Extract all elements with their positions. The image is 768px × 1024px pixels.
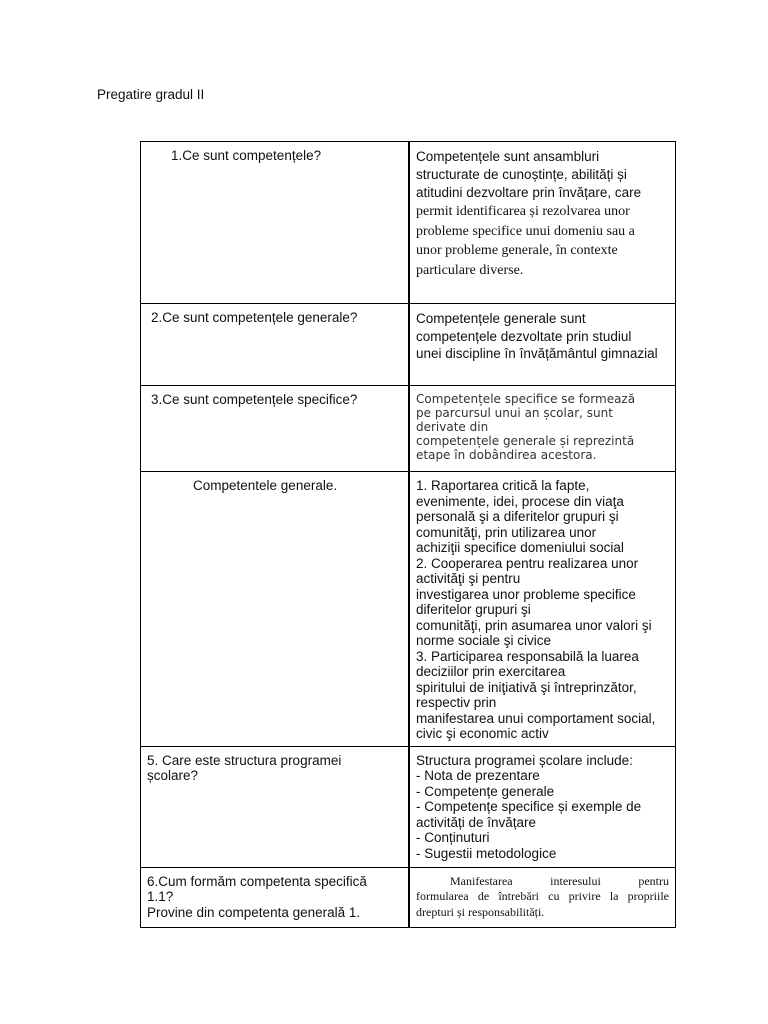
question-text: 1.Ce sunt competențele? xyxy=(171,148,322,163)
table-row xyxy=(141,304,676,386)
answer-cell xyxy=(409,304,676,386)
answer-text: Competențele sunt ansambluri structurate de cunoștințe, abilități și atitudini dezvoltare prin învățare, care xyxy=(416,149,642,200)
table-row xyxy=(141,142,676,304)
question-cell xyxy=(141,304,410,386)
question-cell xyxy=(141,472,410,747)
question-cell xyxy=(141,746,410,867)
answer-cell xyxy=(409,867,676,927)
table-row xyxy=(141,472,676,747)
answer-cell xyxy=(409,142,676,304)
answer-text: Competențele specifice se formează pe parcursul unui an școlar, sunt derivate din competențele generale și reprezintă etape în dobândirea acestora. xyxy=(416,392,636,462)
question-text: Competentele generale. xyxy=(193,478,338,493)
answer-text-serif: permit identificarea și rezolvarea unor probleme specifice unui domeniu sau a unor probleme generale, în contexte particulare diverse. xyxy=(416,204,635,278)
question-text: 3.Ce sunt competențele specifice? xyxy=(151,392,358,407)
table-row xyxy=(141,386,676,472)
question-text: 6.Cum formăm competenta specifică 1.1? Provine din competenta generală 1. xyxy=(147,873,367,920)
answer-cell xyxy=(409,386,676,472)
question-text: 2.Ce sunt competențele generale? xyxy=(151,310,358,325)
document-title: Pregatire gradul II xyxy=(97,87,205,102)
question-cell xyxy=(141,867,410,927)
table-row xyxy=(141,746,676,867)
answer-text: Manifestarea interesului pentru formularea de întrebări cu privire la propriile drepturi și responsabilități. xyxy=(416,873,669,919)
question-cell xyxy=(141,142,410,304)
answer-cell xyxy=(409,746,676,867)
qa-table xyxy=(140,141,676,928)
question-text: 5. Care este structura programei școlare? xyxy=(147,752,342,783)
answer-text: 1. Raportarea critică la fapte, evenimente, idei, procese din viaţa personală şi a diferitelor grupuri şi comunităţi, prin utilizarea unor achiziţii specifice domeniului social 2. Cooperarea pentru realizarea unor activităţi şi pentru investigarea unor probleme specifice diferitelor grupuri şi comunităţi, prin asumarea unor valori şi norme sociale şi civice 3. Participarea responsabilă la luarea deciziilor prin exercitarea spiritului de iniţiativă şi întreprinzător, respectiv prin manifestarea unui comportament social, civic şi economic activ xyxy=(416,478,656,741)
answer-text: Competențele generale sunt competențele dezvoltate prin studiul unei discipline în învățământul gimnazial xyxy=(416,311,658,361)
answer-text: Structura programei școlare include: - Nota de prezentare - Competențe generale - Competențe specifice și exemple de activități de învățare - Conținuturi - Sugestii metodologice xyxy=(416,752,642,861)
question-cell xyxy=(141,386,410,472)
table-row xyxy=(141,867,676,927)
answer-cell xyxy=(409,472,676,747)
